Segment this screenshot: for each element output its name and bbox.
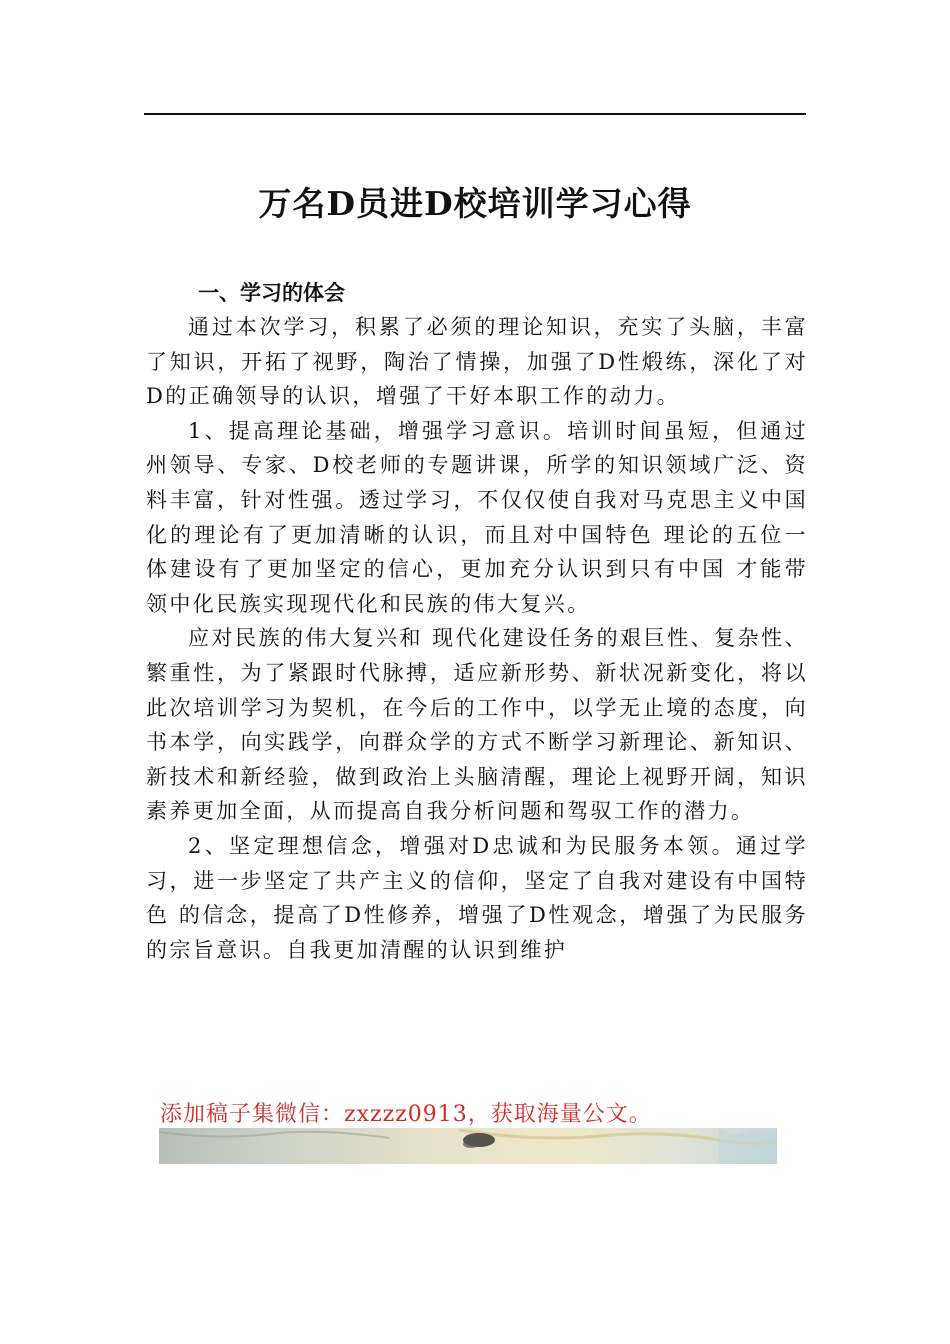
paragraph: 1、提高理论基础，增强学习意识。培训时间虽短，但通过州领导、专家、D校老师的专题讲课，所学的知识领域广泛、资料丰富，针对性强。透过学习，不仅仅使自我对马克思主义中国化的理论有了更加清晰的认识，而且对中国特色 理论的五位一体建设有了更加坚定的信心，更加充分认识到只有中国 才能带领中化民族实现现代化和民族的伟大复兴。 [146, 418, 808, 616]
paragraph: 2、坚定理想信念，增强对D忠诚和为民服务本领。通过学习，进一步坚定了共产主义的信仰，坚定了自我对建设有中国特色 的信念，提高了D性修养，增强了D性观念，增强了为民服务的宗旨意识。自我更加清醒的认识到维护 [146, 833, 808, 962]
document-body [146, 310, 808, 967]
paragraph: 应对民族的伟大复兴和 现代化建设任务的艰巨性、复杂性、繁重性，为了紧跟时代脉搏，适应新形势、新状况新变化，将以此次培训学习为契机，在今后的工作中，以学无止境的态度，向书本学，向实践学，向群众学的方式不断学习新理论、新知识、新技术和新经验，做到政治上头脑清醒，理论上视野开阔，知识素养更加全面，从而提高自我分析问题和驾驭工作的潜力。 [146, 626, 808, 824]
landscape-illustration [159, 1128, 777, 1164]
decorative-banner [159, 1128, 777, 1164]
header-rule [144, 113, 806, 115]
section-heading: 一、学习的体会 [198, 281, 345, 305]
footer-notice: 添加稿子集微信：zxzzz0913，获取海量公文。 [160, 1102, 652, 1127]
document-title: 万名D员进D校培训学习心得 [258, 184, 692, 223]
paragraph: 通过本次学习，积累了必须的理论知识，充实了头脑，丰富了知识，开拓了视野，陶治了情操，加强了D性煅练，深化了对D的正确领导的认识，增强了干好本职工作的动力。 [146, 315, 808, 409]
